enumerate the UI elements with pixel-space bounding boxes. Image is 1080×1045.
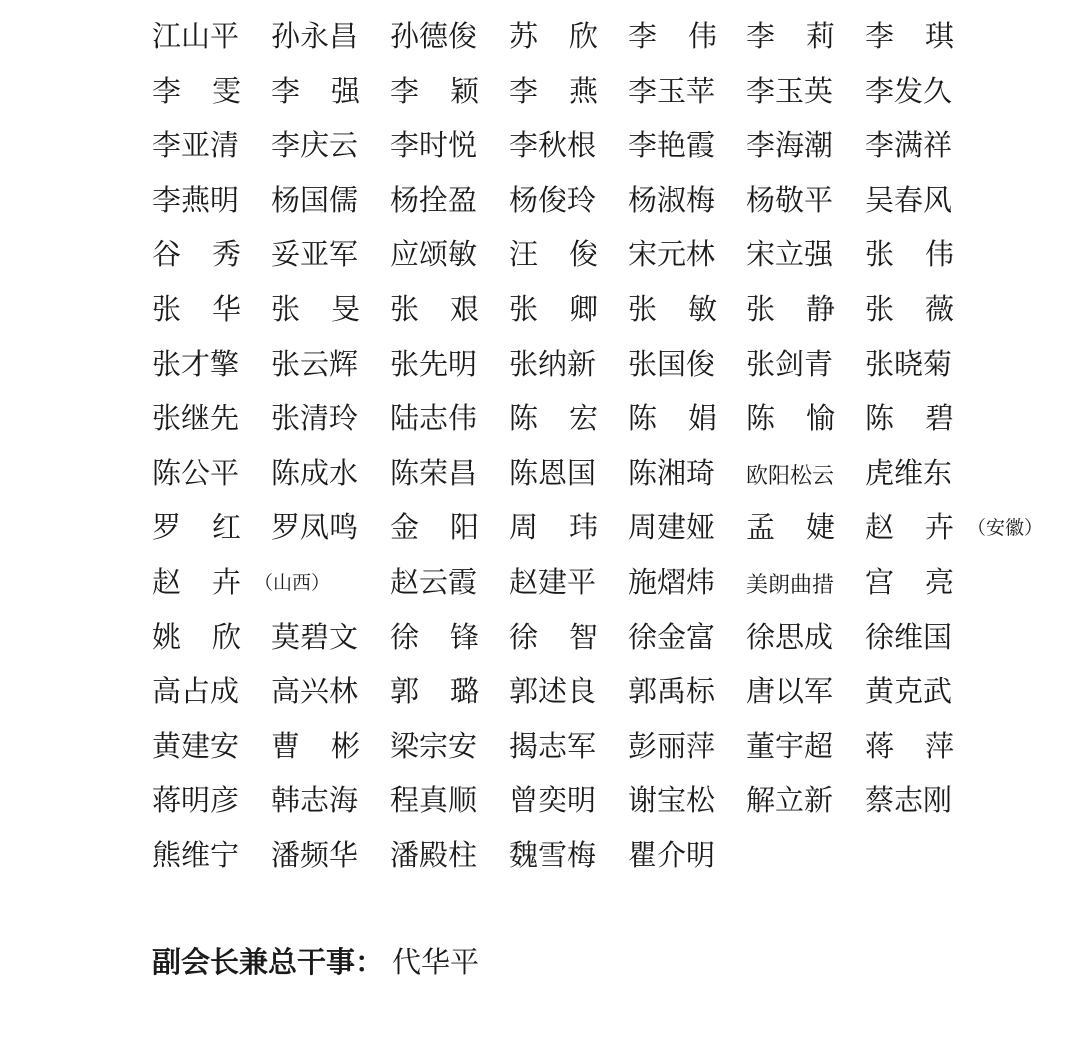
member-name: 张清玲 <box>271 401 359 436</box>
name-char: 李 <box>865 19 895 53</box>
name-char: 璐 <box>449 674 479 709</box>
name-char: 张 <box>152 291 182 326</box>
member-name: 魏雪梅 <box>509 837 597 872</box>
name-char: 赵 <box>152 564 182 599</box>
member-name: 潘频华 <box>271 837 359 872</box>
name-row <box>152 451 1052 506</box>
name-char: 薇 <box>924 291 954 326</box>
member-name <box>509 396 598 440</box>
member-name: 李玉英 <box>746 73 834 108</box>
name-char: 李 <box>628 19 658 53</box>
name-char: 李 <box>271 73 301 108</box>
member-name: 程真顺 <box>390 783 478 818</box>
member-name: 陈湘琦 <box>628 455 716 490</box>
member-name <box>271 287 360 331</box>
name-char: 琪 <box>924 19 954 53</box>
name-row <box>152 287 1052 342</box>
member-name <box>152 560 331 604</box>
member-name <box>152 505 241 549</box>
member-name <box>628 14 717 58</box>
member-name: 李满祥 <box>865 128 953 163</box>
name-char: 欣 <box>211 619 241 654</box>
member-name: 妥亚军 <box>271 237 359 272</box>
member-name: 李时悦 <box>390 128 478 163</box>
name-char: 孟 <box>746 510 776 545</box>
member-name: 张国俊 <box>628 346 716 381</box>
member-name: 陈荣昌 <box>390 455 478 490</box>
member-name: 赵云霞 <box>390 564 478 599</box>
member-name: 唐以军 <box>746 674 834 709</box>
member-name: 杨俊玲 <box>509 182 597 217</box>
member-name <box>509 615 598 659</box>
region-note: （山西） <box>254 571 331 594</box>
name-char: 姚 <box>152 619 182 654</box>
name-row <box>152 178 1052 233</box>
role-label: 副会长兼总干事： <box>152 945 385 979</box>
member-name: 宋元林 <box>628 237 716 272</box>
member-name: 虎维东 <box>865 455 953 490</box>
member-name: 张继先 <box>152 401 240 436</box>
name-char: 亮 <box>924 564 954 599</box>
name-char: 娟 <box>687 401 717 436</box>
member-name: 彭丽萍 <box>628 728 716 763</box>
member-name: 郭述良 <box>509 674 597 709</box>
member-name: 杨淑梅 <box>628 182 716 217</box>
name-char: 张 <box>865 291 895 326</box>
member-name: 李燕明 <box>152 182 240 217</box>
member-name: 瞿介明 <box>628 837 716 872</box>
name-char: 李 <box>152 73 182 108</box>
member-name: 宋立强 <box>746 237 834 272</box>
name-char: 陈 <box>746 401 776 436</box>
name-row <box>152 232 1052 287</box>
name-char: 雯 <box>211 73 241 108</box>
member-name <box>746 287 835 331</box>
member-name: 陆志伟 <box>390 401 478 436</box>
name-char: 郭 <box>390 674 420 709</box>
name-char: 卉 <box>924 510 954 545</box>
name-row <box>152 69 1052 124</box>
name-char: 敏 <box>687 291 717 326</box>
person-name: 代华平 <box>392 945 480 979</box>
member-name: 李海潮 <box>746 128 834 163</box>
member-name: 孙永昌 <box>271 19 359 53</box>
member-name: 韩志海 <box>271 783 359 818</box>
member-name: 赵建平 <box>509 564 597 599</box>
name-row <box>152 123 1052 178</box>
member-name <box>152 287 241 331</box>
member-name: 欧阳松云 <box>746 463 835 489</box>
member-name: 揭志军 <box>509 728 597 763</box>
member-name: 郭禹标 <box>628 674 716 709</box>
member-name <box>865 14 954 58</box>
name-char: 锋 <box>449 619 479 654</box>
name-char: 伟 <box>687 19 717 53</box>
member-name: 徐维国 <box>865 619 953 654</box>
name-char: 蒋 <box>865 728 895 763</box>
member-name <box>865 560 954 604</box>
member-name: 高兴林 <box>271 674 359 709</box>
member-name <box>865 287 954 331</box>
member-name <box>152 69 241 113</box>
name-char: 艰 <box>449 291 479 326</box>
member-name: 李亚清 <box>152 128 240 163</box>
region-note: （安徽） <box>967 517 1044 540</box>
member-name <box>271 69 360 113</box>
member-name <box>152 232 241 276</box>
name-row <box>152 833 1052 888</box>
member-name: 应颂敏 <box>390 237 478 272</box>
member-name <box>746 14 835 58</box>
member-name <box>509 232 598 276</box>
member-name: 李秋根 <box>509 128 597 163</box>
member-name <box>390 287 479 331</box>
name-row <box>152 560 1052 615</box>
member-name: 高占成 <box>152 674 240 709</box>
member-name <box>746 505 835 549</box>
member-names-list <box>152 14 1052 888</box>
member-name: 梁宗安 <box>390 728 478 763</box>
member-name: 张先明 <box>390 346 478 381</box>
member-name <box>271 724 360 768</box>
member-name <box>628 287 717 331</box>
member-name: 孙德俊 <box>390 19 478 53</box>
name-char: 苏 <box>509 19 539 53</box>
name-char: 秀 <box>211 237 241 272</box>
name-char: 陈 <box>509 401 539 436</box>
name-char: 莉 <box>805 19 835 53</box>
member-name: 解立新 <box>746 783 834 818</box>
member-name: 张纳新 <box>509 346 597 381</box>
name-char: 张 <box>509 291 539 326</box>
member-name: 董宇超 <box>746 728 834 763</box>
name-row <box>152 505 1052 560</box>
member-name: 施熠炜 <box>628 564 716 599</box>
member-name <box>390 669 479 713</box>
member-name: 张晓菊 <box>865 346 953 381</box>
name-char: 宫 <box>865 564 895 599</box>
name-row <box>152 669 1052 724</box>
name-char: 静 <box>805 291 835 326</box>
member-name: 张云辉 <box>271 346 359 381</box>
member-name <box>746 396 835 440</box>
name-char: 颖 <box>449 73 479 108</box>
member-name: 徐金富 <box>628 619 716 654</box>
name-char: 张 <box>628 291 658 326</box>
member-name <box>509 69 598 113</box>
name-row <box>152 342 1052 397</box>
name-char: 李 <box>746 19 776 53</box>
member-name: 周建娅 <box>628 510 716 545</box>
secretary-general-line <box>152 940 479 984</box>
name-char: 张 <box>746 291 776 326</box>
name-char: 张 <box>865 237 895 272</box>
name-char: 婕 <box>805 510 835 545</box>
member-name <box>628 396 717 440</box>
member-name: 蔡志刚 <box>865 783 953 818</box>
member-name: 杨敬平 <box>746 182 834 217</box>
member-name: 罗凤鸣 <box>271 510 359 545</box>
member-name <box>509 14 598 58</box>
name-char: 彬 <box>330 728 360 763</box>
member-name: 张才擎 <box>152 346 240 381</box>
name-char: 宏 <box>568 401 598 436</box>
member-name: 徐思成 <box>746 619 834 654</box>
member-name: 杨拴盈 <box>390 182 478 217</box>
member-name <box>390 615 479 659</box>
member-name: 熊维宁 <box>152 837 240 872</box>
name-char: 红 <box>211 510 241 545</box>
name-row <box>152 14 1052 69</box>
name-char: 旻 <box>330 291 360 326</box>
name-char: 徐 <box>509 619 539 654</box>
name-char: 徐 <box>390 619 420 654</box>
name-char: 智 <box>568 619 598 654</box>
name-char: 赵 <box>865 510 895 545</box>
member-name: 李庆云 <box>271 128 359 163</box>
name-char: 强 <box>330 73 360 108</box>
member-name: 李玉苹 <box>628 73 716 108</box>
member-name: 吴春风 <box>865 182 953 217</box>
name-char: 陈 <box>865 401 895 436</box>
member-name <box>865 232 954 276</box>
member-name <box>509 287 598 331</box>
name-char: 罗 <box>152 510 182 545</box>
name-char: 华 <box>211 291 241 326</box>
name-char: 燕 <box>568 73 598 108</box>
name-char: 卉 <box>211 564 241 599</box>
name-char: 汪 <box>509 237 539 272</box>
name-char: 玮 <box>568 510 598 545</box>
name-char: 萍 <box>924 728 954 763</box>
name-char: 谷 <box>152 237 182 272</box>
member-name: 蒋明彦 <box>152 783 240 818</box>
member-name: 潘殿柱 <box>390 837 478 872</box>
member-name: 黄建安 <box>152 728 240 763</box>
name-char: 陈 <box>628 401 658 436</box>
member-name: 莫碧文 <box>271 619 359 654</box>
member-name: 黄克武 <box>865 674 953 709</box>
name-char: 欣 <box>568 19 598 53</box>
member-name <box>865 505 1044 549</box>
member-name: 陈公平 <box>152 455 240 490</box>
member-name: 杨国儒 <box>271 182 359 217</box>
name-char: 愉 <box>805 401 835 436</box>
member-name: 李艳霞 <box>628 128 716 163</box>
name-char: 俊 <box>568 237 598 272</box>
member-name <box>390 69 479 113</box>
member-name: 曾奕明 <box>509 783 597 818</box>
name-row <box>152 724 1052 779</box>
member-name <box>509 505 598 549</box>
member-name: 美朗曲措 <box>746 572 835 598</box>
name-char: 张 <box>390 291 420 326</box>
name-row <box>152 396 1052 451</box>
name-char: 伟 <box>924 237 954 272</box>
name-char: 碧 <box>924 401 954 436</box>
member-name: 陈成水 <box>271 455 359 490</box>
member-name: 陈恩国 <box>509 455 597 490</box>
member-name: 江山平 <box>152 19 240 53</box>
name-row <box>152 778 1052 833</box>
member-name <box>152 615 241 659</box>
member-name: 张剑青 <box>746 346 834 381</box>
name-row <box>152 615 1052 670</box>
name-char: 李 <box>390 73 420 108</box>
name-char: 阳 <box>449 510 479 545</box>
member-name: 谢宝松 <box>628 783 716 818</box>
member-name <box>865 396 954 440</box>
name-char: 李 <box>509 73 539 108</box>
member-name: 李发久 <box>865 73 953 108</box>
name-char: 周 <box>509 510 539 545</box>
member-name <box>390 505 479 549</box>
name-char: 卿 <box>568 291 598 326</box>
name-char: 曹 <box>271 728 301 763</box>
member-name <box>865 724 954 768</box>
name-char: 张 <box>271 291 301 326</box>
name-char: 金 <box>390 510 420 545</box>
